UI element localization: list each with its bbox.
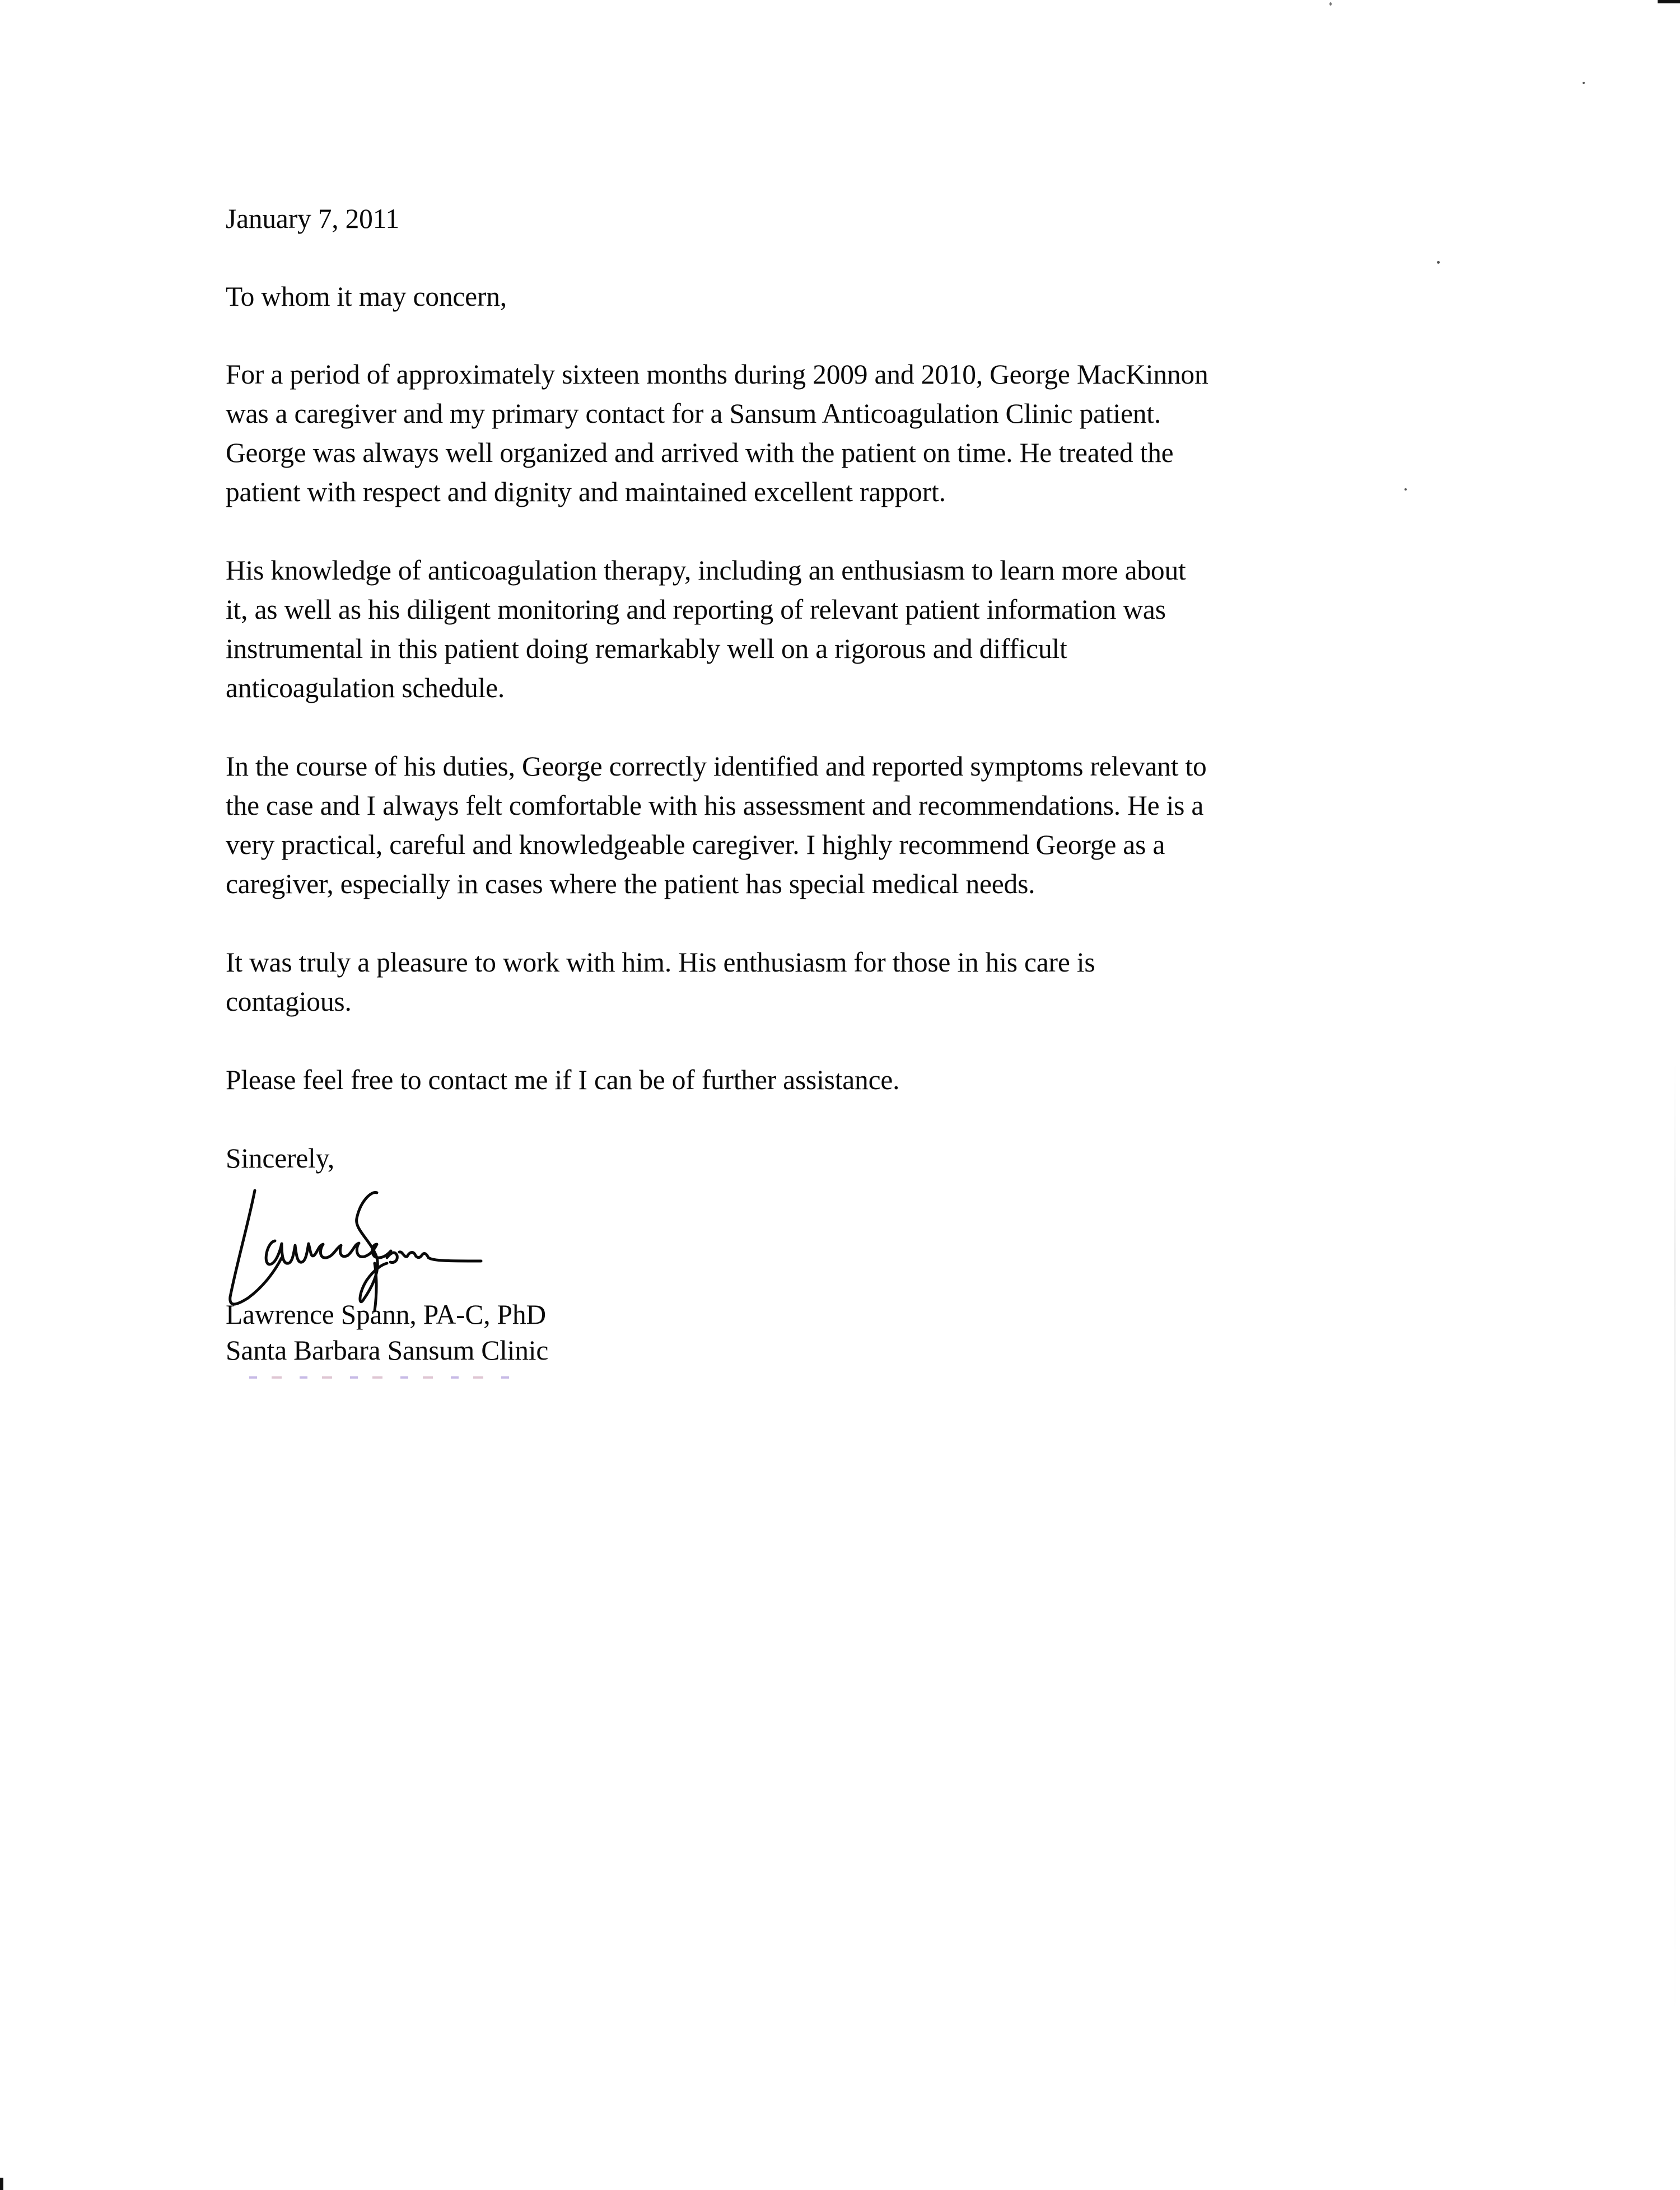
scan-speck	[1583, 82, 1585, 84]
paragraph-1	[226, 355, 1491, 512]
scan-speck	[1329, 2, 1332, 6]
paragraph-2	[226, 551, 1491, 708]
paragraph-line: was a caregiver and my primary contact for a Sansum Anticoagulation Clinic patient.	[226, 398, 1161, 429]
paragraph-line: anticoagulation schedule.	[226, 673, 505, 703]
scan-artifact-edge	[1674, 1064, 1676, 2016]
paragraph-line: the case and I always felt comfortable with his assessment and recommendations. He is a	[226, 790, 1204, 821]
paragraph-line: caregiver, especially in cases where the patient has special medical needs.	[226, 868, 1035, 899]
scan-artifact-corner	[1658, 0, 1680, 3]
signature	[226, 1185, 730, 1297]
paragraph-line: In the course of his duties, George correctly identified and reported symptoms relevant to	[226, 751, 1207, 782]
letter-closing: Sincerely,	[226, 1143, 335, 1174]
paragraph-line: contagious.	[226, 986, 352, 1017]
scan-artifact-corner	[0, 2178, 3, 2190]
paragraph-line: very practical, careful and knowledgeable caregiver. I highly recommend George as a	[226, 829, 1165, 860]
paragraph-line: His knowledge of anticoagulation therapy, including an enthusiasm to learn more about	[226, 555, 1186, 586]
paragraph-line: For a period of approximately sixteen months during 2009 and 2010, George MacKinnon	[226, 359, 1208, 390]
paragraph-line: instrumental in this patient doing remarkably well on a rigorous and difficult	[226, 633, 1067, 664]
signer-block	[226, 1297, 1491, 1369]
paragraph-line: It was truly a pleasure to work with him. His enthusiasm for those in his care is	[226, 947, 1095, 978]
paragraph-4	[226, 943, 1491, 1021]
letter-date: January 7, 2011	[226, 203, 399, 234]
paragraph-3	[226, 747, 1491, 904]
letter-body	[226, 199, 1491, 1369]
signer-name-title: Lawrence Spann, PA-C, PhD	[226, 1299, 546, 1330]
paragraph-5	[226, 1061, 1491, 1100]
paragraph-line: it, as well as his diligent monitoring and reporting of relevant patient information was	[226, 594, 1166, 625]
signer-organization: Santa Barbara Sansum Clinic	[226, 1335, 549, 1366]
paragraph-line: patient with respect and dignity and maintained excellent rapport.	[226, 477, 946, 507]
scan-artifact-underline	[249, 1376, 518, 1379]
paragraph-line: Please feel free to contact me if I can be of further assistance.	[226, 1064, 900, 1095]
letter-salutation: To whom it may concern,	[226, 281, 507, 312]
paragraph-line: George was always well organized and arrived with the patient on time. He treated the	[226, 437, 1174, 468]
